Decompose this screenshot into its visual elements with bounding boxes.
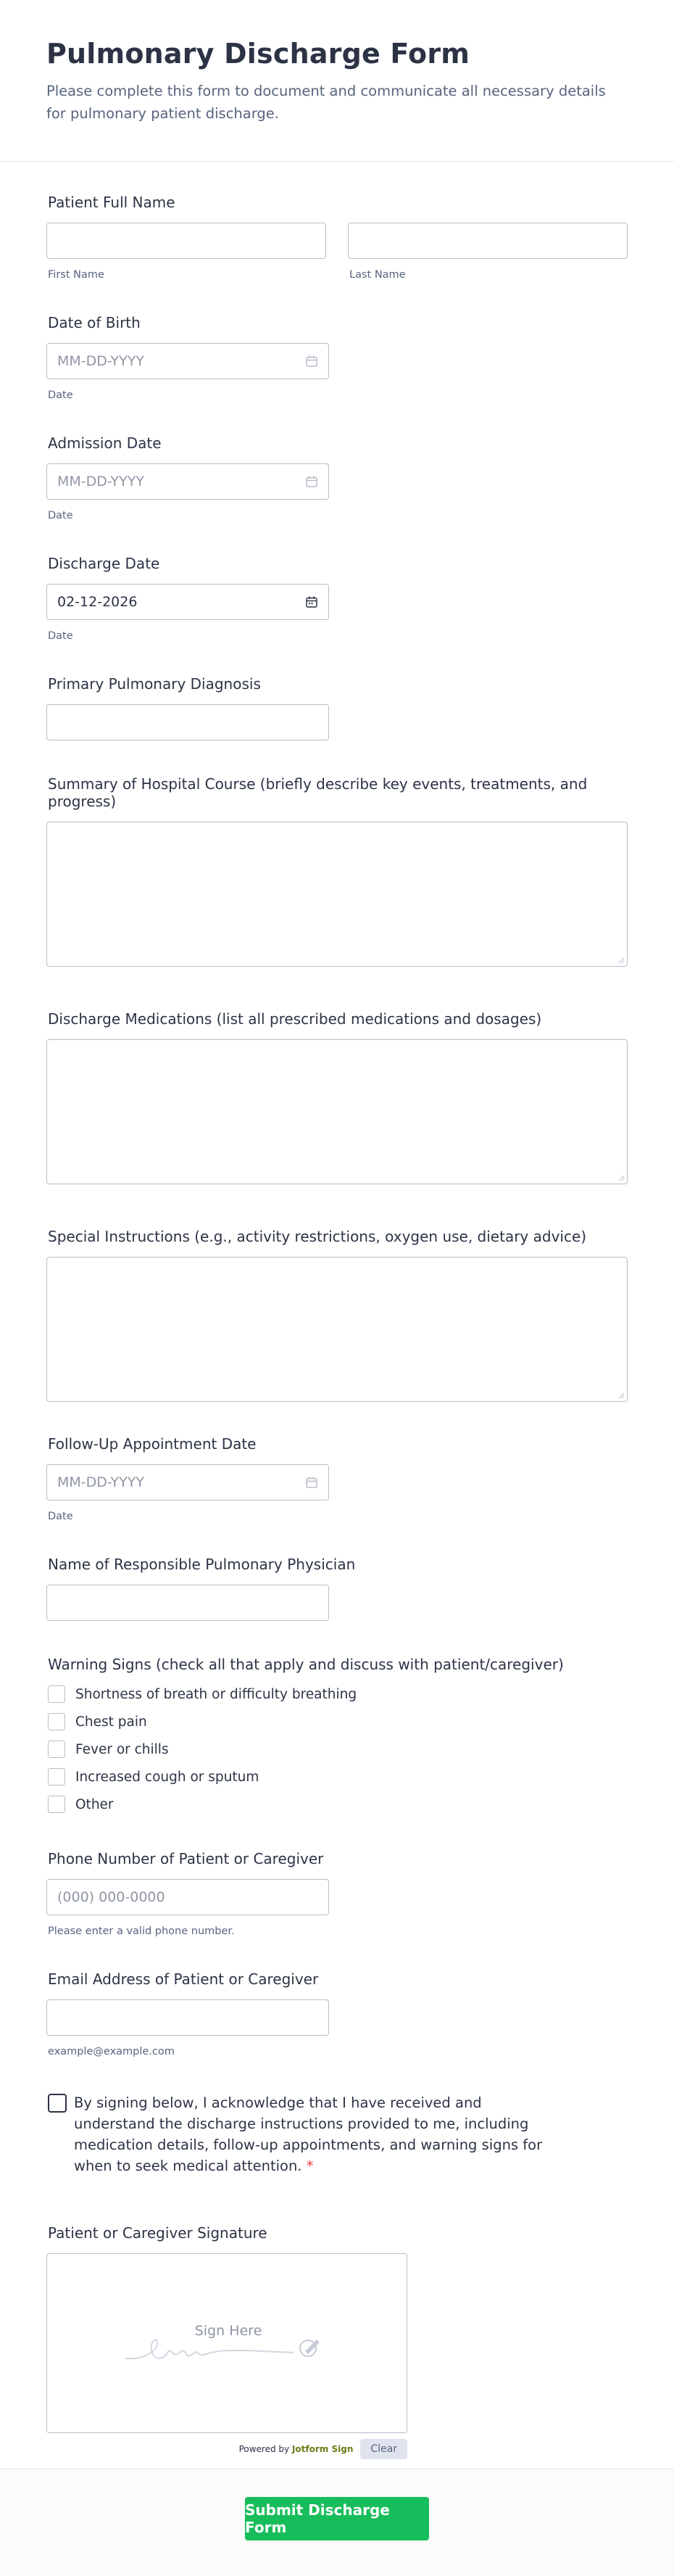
jotform-sign-brand[interactable]: Jotform Sign (291, 2444, 354, 2454)
email-sublabel: example@example.com (48, 2046, 175, 2057)
dob-label: Date of Birth (48, 314, 141, 331)
dob-placeholder: MM-DD-YYYY (57, 353, 144, 369)
clear-signature-button[interactable]: Clear (360, 2439, 407, 2459)
powered-by-label: Powered by (238, 2444, 290, 2454)
option-label: Other (75, 1796, 114, 1812)
admission-placeholder: MM-DD-YYYY (57, 474, 144, 490)
pen-icon (300, 2340, 320, 2356)
discharge-field (46, 555, 628, 642)
diagnosis-label: Primary Pulmonary Diagnosis (48, 675, 261, 693)
submit-button[interactable]: Submit Discharge Form (245, 2497, 429, 2540)
page-title: Pulmonary Discharge Form (46, 38, 470, 70)
discharge-label: Discharge Date (48, 555, 160, 572)
consent-text: By signing below, I acknowledge that I have received and understand the discharge instructions provided to me, including medication details, follow-up appointments, and warning signs for when to seek medical attention. (74, 2094, 543, 2174)
signature-pad[interactable] (46, 2253, 407, 2433)
resize-handle-icon[interactable] (617, 1174, 625, 1181)
option-label: Fever or chills (75, 1741, 169, 1757)
page-subtitle: Please complete this form to document and communicate all necessary details for pulmonary patient discharge. (46, 83, 606, 122)
dob-field (46, 314, 628, 401)
admission-field (46, 434, 628, 521)
checkbox[interactable] (48, 1796, 65, 1813)
phone-input[interactable] (46, 1879, 329, 1915)
warning-option[interactable] (46, 1708, 628, 1735)
diagnosis-field (46, 675, 628, 740)
summary-label: Summary of Hospital Course (briefly describe key events, treatments, and progress) (48, 775, 588, 810)
email-field (46, 1970, 628, 2057)
warning-signs-field (46, 1656, 628, 1818)
followup-label: Follow-Up Appointment Date (48, 1435, 257, 1453)
discharge-date-input[interactable] (46, 584, 329, 620)
consent-text-wrap (74, 2092, 554, 2176)
last-name-input[interactable] (348, 223, 628, 259)
form-footer (0, 2469, 674, 2576)
warning-option[interactable] (46, 1680, 628, 1708)
calendar-icon[interactable] (305, 475, 318, 488)
medications-label: Discharge Medications (list all prescribed medications and dosages) (48, 1010, 542, 1028)
full-name-label: Patient Full Name (48, 194, 175, 211)
physician-label: Name of Responsible Pulmonary Physician (48, 1556, 356, 1573)
diagnosis-input[interactable] (46, 704, 329, 740)
resize-handle-icon[interactable] (617, 957, 625, 964)
powered-by-text (239, 2444, 354, 2454)
signature-field (46, 2224, 628, 2459)
sign-here-graphic (120, 2316, 337, 2374)
admission-label: Admission Date (48, 434, 162, 452)
email-label: Email Address of Patient or Caregiver (48, 1970, 319, 1988)
followup-placeholder: MM-DD-YYYY (57, 1474, 144, 1490)
option-label: Shortness of breath or difficulty breathing (75, 1686, 357, 1702)
physician-field (46, 1556, 628, 1621)
option-label: Increased cough or sputum (75, 1769, 259, 1785)
checkbox[interactable] (48, 1741, 65, 1758)
form-header (0, 0, 674, 162)
sign-here-placeholder: Sign Here (194, 2323, 262, 2339)
resize-handle-icon[interactable] (617, 1392, 625, 1399)
medications-field (46, 1010, 628, 1184)
warning-option[interactable] (46, 1763, 628, 1791)
calendar-icon[interactable] (305, 595, 318, 608)
followup-field (46, 1435, 628, 1522)
phone-label: Phone Number of Patient or Caregiver (48, 1850, 324, 1867)
followup-date-input[interactable] (46, 1464, 329, 1500)
checkbox[interactable] (48, 1713, 65, 1730)
discharge-sublabel: Date (48, 630, 73, 642)
calendar-icon[interactable] (305, 355, 318, 368)
form-body (0, 162, 674, 2459)
summary-textarea[interactable] (46, 822, 628, 967)
signature-label: Patient or Caregiver Signature (48, 2224, 267, 2242)
admission-date-input[interactable] (46, 463, 329, 500)
warning-option[interactable] (46, 1735, 628, 1763)
consent-field (46, 2092, 628, 2176)
summary-field (46, 775, 628, 967)
checkbox[interactable] (48, 1768, 65, 1786)
phone-sublabel: Please enter a valid phone number. (48, 1925, 235, 1937)
option-label: Chest pain (75, 1714, 147, 1730)
last-name-sublabel: Last Name (349, 269, 406, 281)
physician-input[interactable] (46, 1585, 329, 1621)
instructions-textarea[interactable] (46, 1257, 628, 1402)
email-input[interactable] (46, 1999, 329, 2036)
signature-footer (46, 2439, 407, 2459)
consent-checkbox[interactable] (48, 2094, 67, 2113)
followup-sublabel: Date (48, 1511, 73, 1522)
full-name-field (46, 194, 628, 281)
warning-option[interactable] (46, 1791, 628, 1818)
instructions-label: Special Instructions (e.g., activity restrictions, oxygen use, dietary advice) (48, 1228, 587, 1245)
first-name-sublabel: First Name (48, 269, 104, 281)
first-name-input[interactable] (46, 223, 326, 259)
calendar-icon[interactable] (305, 1476, 318, 1489)
phone-field (46, 1850, 628, 1937)
phone-placeholder: (000) 000-0000 (57, 1889, 165, 1905)
dob-input[interactable] (46, 343, 329, 379)
medications-textarea[interactable] (46, 1039, 628, 1184)
dob-sublabel: Date (48, 389, 73, 401)
discharge-value: 02-12-2026 (57, 594, 138, 610)
instructions-field (46, 1228, 628, 1402)
warning-signs-label: Warning Signs (check all that apply and discuss with patient/caregiver) (48, 1656, 564, 1673)
admission-sublabel: Date (48, 510, 73, 521)
consent-checkbox-row[interactable] (46, 2092, 554, 2176)
required-mark: * (306, 2158, 314, 2174)
checkbox[interactable] (48, 1685, 65, 1703)
